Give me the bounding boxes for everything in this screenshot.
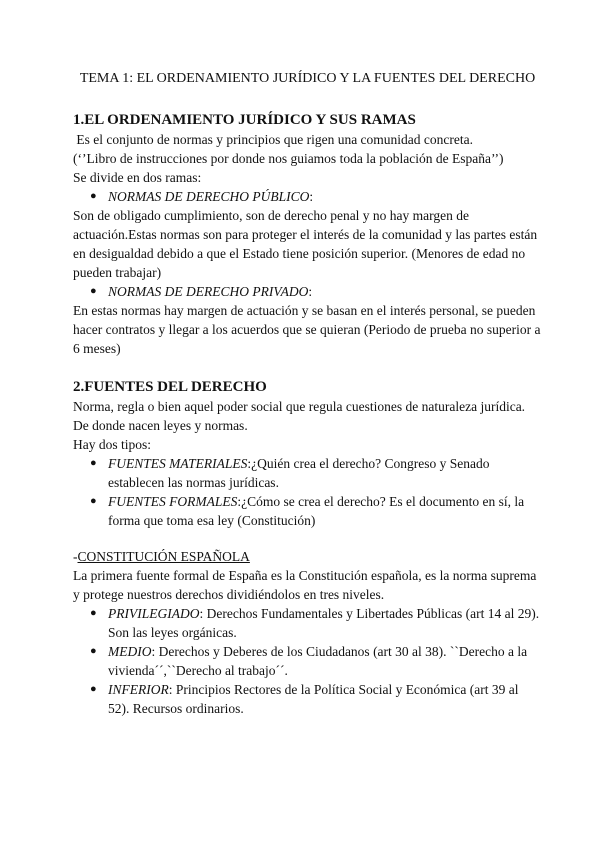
list-item xyxy=(73,492,542,530)
section-3-definition: La primera fuente formal de España es la Constitución española, es la norma suprema y protege nuestros derechos dividiéndolos en tres niveles. xyxy=(73,568,537,602)
bullet-icon: ● xyxy=(90,285,97,297)
list-item xyxy=(73,604,542,642)
bullet-icon: ● xyxy=(90,495,97,507)
bullet-label: FUENTES MATERIALES xyxy=(108,456,248,471)
bullet-label: INFERIOR xyxy=(108,682,169,697)
section-1-definition: Es el conjunto de normas y principios que rigen una comunidad concreta. xyxy=(73,132,474,147)
bullet-label: NORMAS DE DERECHO PRIVADO xyxy=(108,284,309,299)
public-law-description: Son de obligado cumplimiento, son de derecho penal y no hay margen de actuación.Estas normas son para proteger el interés de la comunidad y las partes están en desigualdad debido a que el Estado tiene posición superior. (Menores de edad no pueden trabajar) xyxy=(73,208,538,280)
bullet-text: : Principios Rectores de la Política Social y Económica (art 39 al 52). Recursos ordinarios. xyxy=(108,682,519,716)
bullet-text: :¿Quién crea el derecho? Congreso y Senado establecen las normas jurídicas. xyxy=(108,456,490,490)
section-2-list xyxy=(73,454,542,530)
section-1-list-private xyxy=(73,282,542,301)
bullet-label: NORMAS DE DERECHO PÚBLICO xyxy=(108,189,310,204)
bullet-label: MEDIO xyxy=(108,644,152,659)
section-3-heading: -CONSTITUCIÓN ESPAÑOLA xyxy=(73,549,250,564)
section-2-intro: Hay dos tipos: xyxy=(73,437,152,452)
bullet-icon: ● xyxy=(90,683,97,695)
document-title: TEMA 1: EL ORDENAMIENTO JURÍDICO Y LA FUENTES DEL DERECHO xyxy=(79,71,536,86)
bullet-label: PRIVILEGIADO xyxy=(108,606,200,621)
bullet-text: : Derechos y Deberes de los Ciudadanos (art 30 al 38). ``Derecho a la vivienda´´,``Derecho al trabajo´´. xyxy=(108,644,528,678)
list-item xyxy=(73,642,542,680)
section-1-quote: (‘’Libro de instrucciones por donde nos guiamos toda la población de España’’) xyxy=(73,151,504,166)
list-item xyxy=(73,680,542,718)
bullet-icon: ● xyxy=(90,645,97,657)
bullet-icon: ● xyxy=(90,190,97,202)
bullet-text: :¿Cómo se crea el derecho? Es el documento en sí, la forma que toma esa ley (Constitución) xyxy=(108,494,525,528)
bullet-icon: ● xyxy=(90,457,97,469)
bullet-label: FUENTES FORMALES xyxy=(108,494,238,509)
private-law-description: En estas normas hay margen de actuación y se basan en el interés personal, se pueden hacer contratos y llegar a los acuerdos que se quieran (Periodo de prueba no superior a 6 meses) xyxy=(73,303,541,356)
section-1-intro: Se divide en dos ramas: xyxy=(73,170,202,185)
list-item xyxy=(73,454,542,492)
bullet-text: : Derechos Fundamentales y Libertades Públicas (art 14 al 29). Son las leyes orgánicas. xyxy=(108,606,540,640)
section-1-list-public xyxy=(73,187,542,206)
list-item: ● NORMAS DE DERECHO PÚBLICO: xyxy=(90,189,314,204)
section-2-heading: 2.FUENTES DEL DERECHO xyxy=(73,379,267,395)
bullet-icon: ● xyxy=(90,607,97,619)
section-3-list xyxy=(73,604,542,718)
constitution-heading: CONSTITUCIÓN ESPAÑOLA xyxy=(77,549,250,564)
list-item: ● NORMAS DE DERECHO PRIVADO: xyxy=(90,284,313,299)
section-2-definition: Norma, regla o bien aquel poder social que regula cuestiones de naturaleza jurídica. De donde nacen leyes y normas. xyxy=(73,399,526,433)
section-1-heading: 1.EL ORDENAMIENTO JURÍDICO Y SUS RAMAS xyxy=(73,112,416,128)
